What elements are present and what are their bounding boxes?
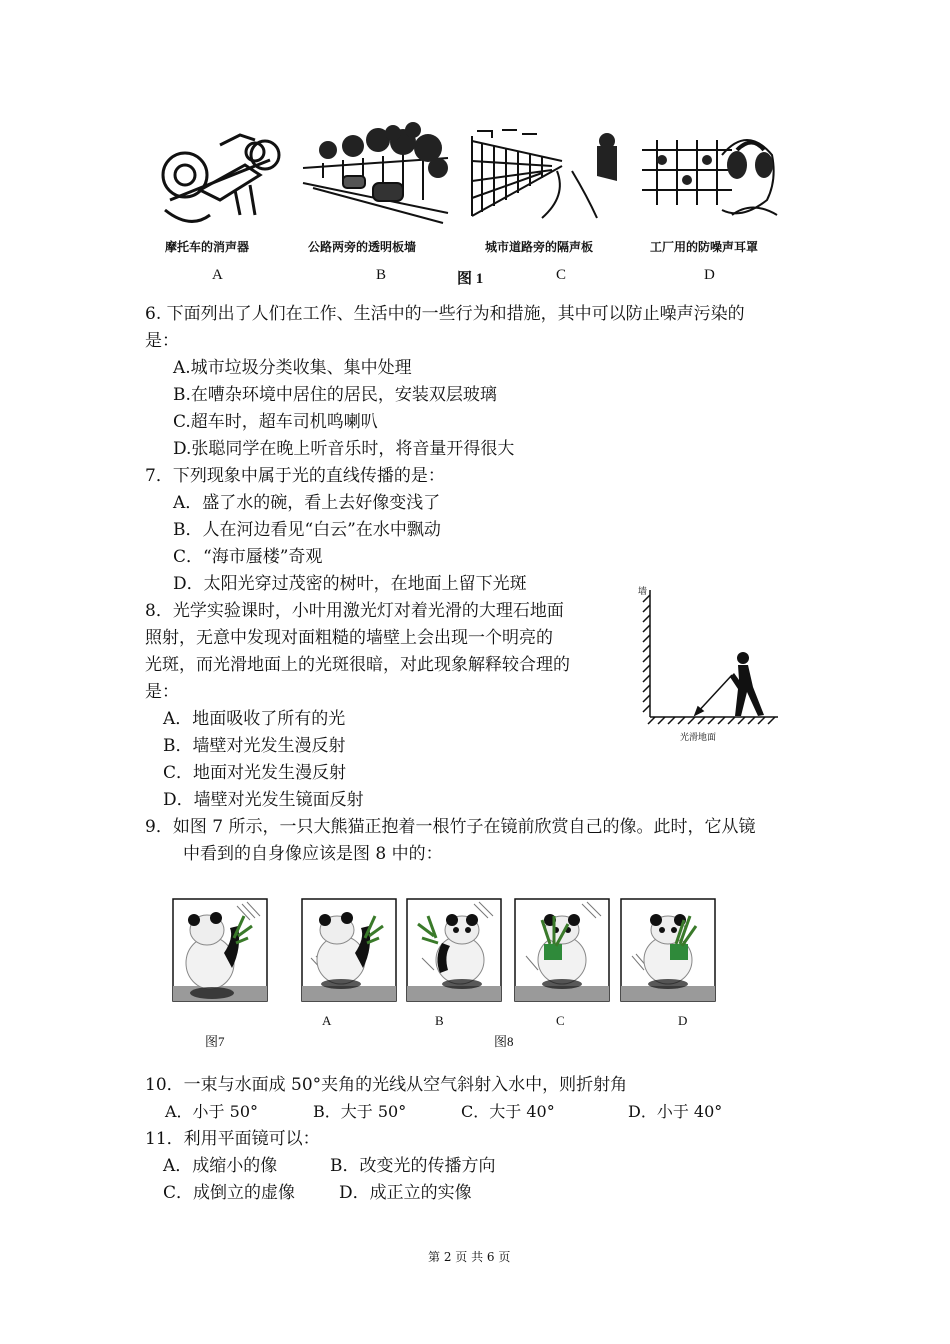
fig-wall-label: 墙 bbox=[638, 586, 648, 596]
q11-option-c: C．成倒立的虚像 bbox=[163, 1183, 296, 1203]
q6-stem-line1: 6. 下面列出了人们在工作、生活中的一些行为和措施，其中可以防止噪声污染的 bbox=[145, 304, 745, 324]
q6-option-d: D.张聪同学在晚上听音乐时，将音量开得很大 bbox=[173, 439, 515, 459]
q11-option-a: A．成缩小的像 bbox=[163, 1156, 278, 1176]
fig8-letter-b: B bbox=[435, 1013, 444, 1028]
fig1-letter-b: B bbox=[376, 267, 387, 283]
q10-option-c: C．大于 40° bbox=[461, 1102, 555, 1121]
motorcycle-muffler-image bbox=[160, 130, 285, 230]
q8-stem-line4: 是： bbox=[145, 682, 179, 702]
fig1-caption-d: 工厂用的防噪声耳罩 bbox=[650, 240, 759, 254]
fig1-caption-a: 摩托车的消声器 bbox=[165, 240, 250, 254]
laser-wall-floor-diagram bbox=[640, 585, 780, 745]
fig1-caption-c: 城市道路旁的隔声板 bbox=[485, 240, 594, 254]
fig8-option-a-image bbox=[301, 898, 397, 1002]
fig1-letter-d: D bbox=[704, 267, 715, 283]
fig8-letter-c: C bbox=[556, 1013, 565, 1028]
q8-stem-line3: 光斑，而光滑地面上的光斑很暗，对此现象解释较合理的 bbox=[145, 655, 570, 675]
road-sound-barrier-image bbox=[472, 126, 617, 218]
q6-option-c: C.超车时，超车司机鸣喇叭 bbox=[173, 412, 378, 432]
fig7-label: 图7 bbox=[205, 1034, 225, 1049]
q7-option-d: D．太阳光穿过茂密的树叶，在地面上留下光斑 bbox=[173, 574, 527, 594]
transparent-wall-image bbox=[303, 128, 448, 228]
fig1-letter-c: C bbox=[556, 267, 567, 283]
q8-option-c: C．地面对光发生漫反射 bbox=[163, 763, 347, 783]
q7-option-a: A．盛了水的碗，看上去好像变浅了 bbox=[173, 493, 441, 513]
q6-option-b: B.在嘈杂环境中居住的居民，安装双层玻璃 bbox=[173, 385, 497, 405]
q10-option-a: A．小于 50° bbox=[165, 1102, 259, 1121]
page-footer: 第 2 页 共 6 页 bbox=[428, 1250, 511, 1264]
factory-earmuffs-image bbox=[642, 130, 777, 220]
q6-option-a: A.城市垃圾分类收集、集中处理 bbox=[173, 358, 412, 378]
q9-stem-line1: 9．如图 7 所示，一只大熊猫正抱着一根竹子在镜前欣赏自己的像。此时，它从镜 bbox=[145, 817, 756, 837]
q11-option-d: D．成正立的实像 bbox=[339, 1183, 472, 1203]
q6-stem-line2: 是： bbox=[145, 331, 179, 351]
q7-stem: 7．下列现象中属于光的直线传播的是： bbox=[145, 466, 445, 486]
q9-stem-line2: 中看到的自身像应该是图 8 中的： bbox=[183, 844, 443, 864]
q10-stem: 10．一束与水面成 50°夹角的光线从空气斜射入水中，则折射角 bbox=[145, 1075, 628, 1095]
q10-option-b: B．大于 50° bbox=[313, 1102, 407, 1121]
fig8-letter-d: D bbox=[678, 1013, 688, 1028]
fig8-option-c-image bbox=[514, 898, 610, 1002]
q11-option-b: B．改变光的传播方向 bbox=[330, 1156, 496, 1176]
fig8-option-b-image bbox=[406, 898, 502, 1002]
q8-option-a: A．地面吸收了所有的光 bbox=[163, 709, 346, 729]
fig-floor-label: 光滑地面 bbox=[680, 732, 717, 742]
fig1-letter-a: A bbox=[212, 267, 223, 283]
q8-option-b: B．墙壁对光发生漫反射 bbox=[163, 736, 346, 756]
q10-option-d: D．小于 40° bbox=[628, 1102, 723, 1121]
fig8-option-d-image bbox=[620, 898, 716, 1002]
fig8-label: 图8 bbox=[494, 1034, 514, 1049]
q7-option-b: B．人在河边看见“白云”在水中飘动 bbox=[173, 520, 441, 540]
fig8-letter-a: A bbox=[322, 1013, 332, 1028]
q8-stem-line1: 8．光学实验课时，小叶用激光灯对着光滑的大理石地面 bbox=[145, 601, 564, 621]
q11-stem: 11．利用平面镜可以： bbox=[145, 1129, 320, 1149]
fig1-caption-b: 公路两旁的透明板墙 bbox=[308, 240, 417, 254]
fig7-panda-image bbox=[172, 898, 268, 1002]
q8-stem-line2: 照射，无意中发现对面粗糙的墙壁上会出现一个明亮的 bbox=[145, 628, 553, 648]
q8-option-d: D．墙壁对光发生镜面反射 bbox=[163, 790, 364, 810]
fig1-label: 图 1 bbox=[457, 271, 484, 287]
q7-option-c: C．“海市蜃楼”奇观 bbox=[173, 547, 323, 567]
